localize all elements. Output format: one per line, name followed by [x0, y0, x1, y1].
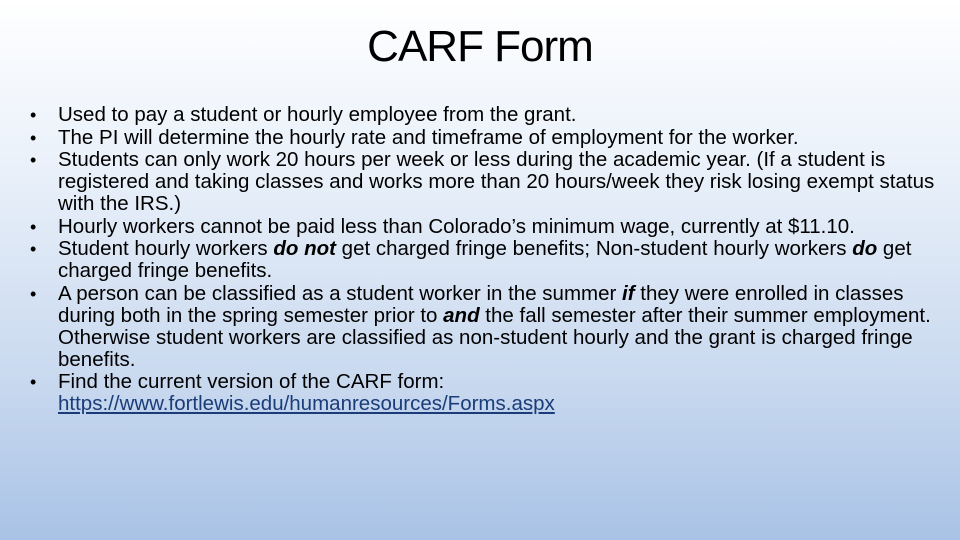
bullet-icon: •: [30, 105, 37, 125]
slide-title: CARF Form: [367, 22, 593, 71]
bullet-item: [14, 283, 944, 371]
bullet-text: Used to pay a student or hourly employee from the grant.: [58, 103, 577, 126]
bullet-text: [58, 282, 931, 371]
bullet-item: [14, 104, 944, 126]
emphasis-text: and: [443, 303, 480, 327]
bullet-text: [58, 237, 911, 282]
bullet-item: [14, 127, 944, 149]
bullet-text: [58, 370, 555, 415]
bullet-item: [14, 238, 944, 282]
bullet-text-part: get charged fringe benefits.: [58, 237, 912, 282]
bullet-text-part: Find the current version of the CARF form:: [58, 370, 445, 393]
bullet-text-part: Student hourly workers: [58, 237, 274, 260]
bullet-text-part: they were enrolled in classes during both in the spring semester prior to: [58, 281, 904, 327]
bullet-text-part: the fall semester after their summer employment. Otherwise student workers are classified as non-student hourly and the grant is charged fringe benefits.: [58, 303, 931, 371]
bullet-item: [14, 216, 944, 238]
bullet-list: [14, 104, 944, 416]
emphasis-text: if: [622, 281, 635, 305]
bullet-text: The PI will determine the hourly rate and timeframe of employment for the worker.: [58, 125, 799, 149]
bullet-icon: •: [30, 216, 37, 237]
bullet-icon: •: [30, 283, 37, 304]
bullet-icon: •: [30, 127, 37, 148]
bullet-text: Students can only work 20 hours per week or less during the academic year. (If a student is registered and taking classes and works more than 20 hours/week they risk losing exempt status with the IRS.): [58, 148, 935, 215]
bullet-text: Hourly workers cannot be paid less than Colorado’s minimum wage, currently at $11.10.: [58, 214, 855, 238]
carf-form-link[interactable]: https://www.fortlewis.edu/humanresources/Forms.aspx: [58, 392, 555, 415]
bullet-icon: •: [30, 372, 37, 392]
emphasis-text: do not: [273, 237, 336, 260]
bullet-text-part: get charged fringe benefits; Non-student hourly workers: [335, 237, 853, 260]
bullet-icon: •: [30, 239, 37, 259]
bullet-text-part: A person can be classified as a student worker in the summer: [58, 281, 623, 305]
bullet-item: [14, 371, 944, 415]
bullet-item: [14, 149, 944, 215]
bullet-icon: •: [30, 150, 37, 170]
emphasis-text: do: [852, 237, 878, 260]
